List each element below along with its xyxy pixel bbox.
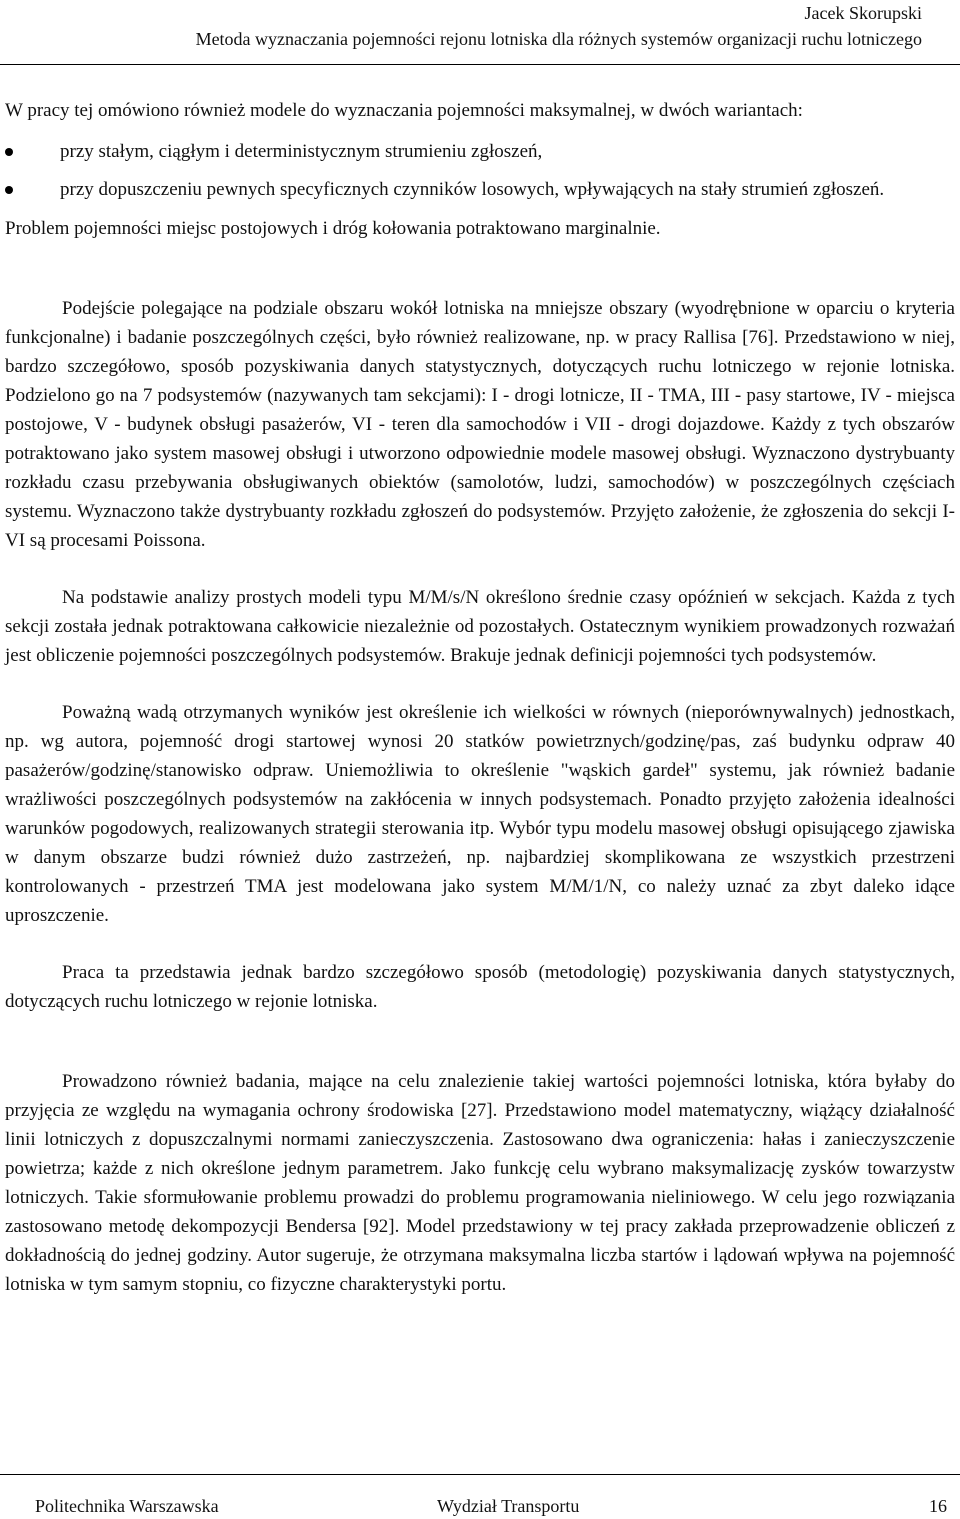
- footer-rule: [0, 1474, 960, 1475]
- list-item: [5, 175, 955, 204]
- paragraph-intro: W pracy tej omówiono również modele do wyznaczania pojemności maksymalnej, w dwóch wariantach:: [5, 100, 803, 121]
- paragraph-praca: Praca ta przedstawia jednak bardzo szczegółowo sposób (metodologię) pozyskiwania danych statystycznych, dotyczących ruchu lotniczego w rejonie lotniska.: [5, 962, 955, 1012]
- bullet-icon: [5, 186, 13, 194]
- paragraph-problem: Problem pojemności miejsc postojowych i dróg kołowania potraktowano marginalnie.: [5, 218, 661, 239]
- header-title: Metoda wyznaczania pojemności rejonu lotniska dla różnych systemów organizacji ruchu lotniczego: [195, 29, 922, 49]
- paragraph-rallis: Podejście polegające na podziale obszaru wokół lotniska na mniejsze obszary (wyodrębnione w oparciu o kryteria funkcjonalne) i badanie poszczególnych części, było również realizowane, np. w pracy Rallisa [76]. Przedstawiono w niej, bardzo szczegółowo, sposób pozyskiwania danych statystycznych, dotyczących ruchu lotniczego w rejonie lotniska. Podzielono go na 7 podsystemów (nazywanych tam sekcjami): I - drogi lotnicze, II - TMA, III - pasy startowe, IV - miejsca postojowe, V - budynek obsługi pasażerów, VI - teren dla samochodów i VII - drogi dojazdowe. Każdy z tych obszarów potraktowano jako system masowej obsługi i utworzono odpowiednie modele masowej obsługi. Wyznaczono dystrybuanty rozkładu czasu przebywania obsługiwanych obiektów (samolotów, ludzi, samochodów) w poszczególnych częściach systemu. Wyznaczono także dystrybuanty rozkładu zgłoszeń do podsystemów. Przyjęto założenie, że zgłoszenia do sekcji I-VI są procesami Poissona.: [5, 298, 955, 551]
- footer-institution: Politechnika Warszawska: [35, 1496, 219, 1516]
- list-item-text: przy stałym, ciągłym i deterministycznym strumieniu zgłoszeń,: [60, 141, 543, 162]
- list-item-text: przy dopuszczeniu pewnych specyficznych czynników losowych, wpływających na stały strumień zgłoszeń.: [60, 179, 885, 200]
- page-footer: [35, 1493, 947, 1519]
- page-header: [0, 0, 960, 52]
- header-author: Jacek Skorupski: [804, 3, 922, 23]
- paragraph-wada: Poważną wadą otrzymanych wyników jest określenie ich wielkości w równych (nieporównywalnych) jednostkach, np. wg autora, pojemność drogi startowej wynosi 20 statków powietrznych/godzinę/pas, zaś budynku odpraw 40 pasażerów/godzinę/stanowisko odpraw. Uniemożliwia to określenie "wąskich gardeł" systemu, jak również badanie wrażliwości poszczególnych podsystemów na zakłócenia w innych podsystemach. Ponadto przyjęto założenia idealności warunków pogodowych, realizowanych strategii sterowania itp. Wybór typu modelu masowej obsługi opisującego zjawiska w danym obszarze budzi również dużo zastrzeżeń, np. najbardziej skomplikowana ze wszystkich przestrzeni kontrolowanych - przestrzeń TMA jest modelowana jako system M/M/1/N, co należy uznać za zbyt daleko idące uproszczenie.: [5, 702, 955, 926]
- header-rule: [0, 64, 960, 65]
- paragraph-prowadzono: Prowadzono również badania, mające na celu znalezienie takiej wartości pojemności lotniska, która byłaby do przyjęcia ze względu na wymagania ochrony środowiska [27]. Przedstawiono model matematyczny, wiążący działalność linii lotniczych z dopuszczalnymi normami zanieczyszczenia. Zastosowano dwa ograniczenia: hałas i zanieczyszczenie powietrza; każde z nich określone jednym parametrem. Jako funkcję celu wybrano maksymalizację zysków towarzystw lotniczych. Takie sformułowanie problemu prowadzi do problemu programowania nieliniowego. W celu jego rozwiązania zastosowano metodę dekompozycji Bendersa [92]. Model przedstawiony w tej pracy zakłada przeprowadzenie obliczeń z dokładnością do jednej godziny. Autor sugeruje, że otrzymana maksymalna liczba startów i lądowań wpływa na pojemność lotniska w tym samym stopniu, co fizyczne charakterystyki portu.: [5, 1071, 955, 1295]
- bullet-list: [5, 137, 955, 204]
- page-number: 16: [929, 1496, 947, 1516]
- footer-faculty: Wydział Transportu: [437, 1496, 580, 1516]
- page-body: [5, 96, 955, 1299]
- bullet-icon: [5, 148, 13, 156]
- list-item: [5, 137, 955, 166]
- paragraph-mmsn: Na podstawie analizy prostych modeli typu M/M/s/N określono średnie czasy opóźnień w sekcjach. Każda z tych sekcji została jednak potraktowana całkowicie niezależnie od pozostałych. Ostatecznym wynikiem prowadzonych rozważań jest obliczenie pojemności poszczególnych podsystemów. Brakuje jednak definicji pojemności tych podsystemów.: [5, 587, 955, 666]
